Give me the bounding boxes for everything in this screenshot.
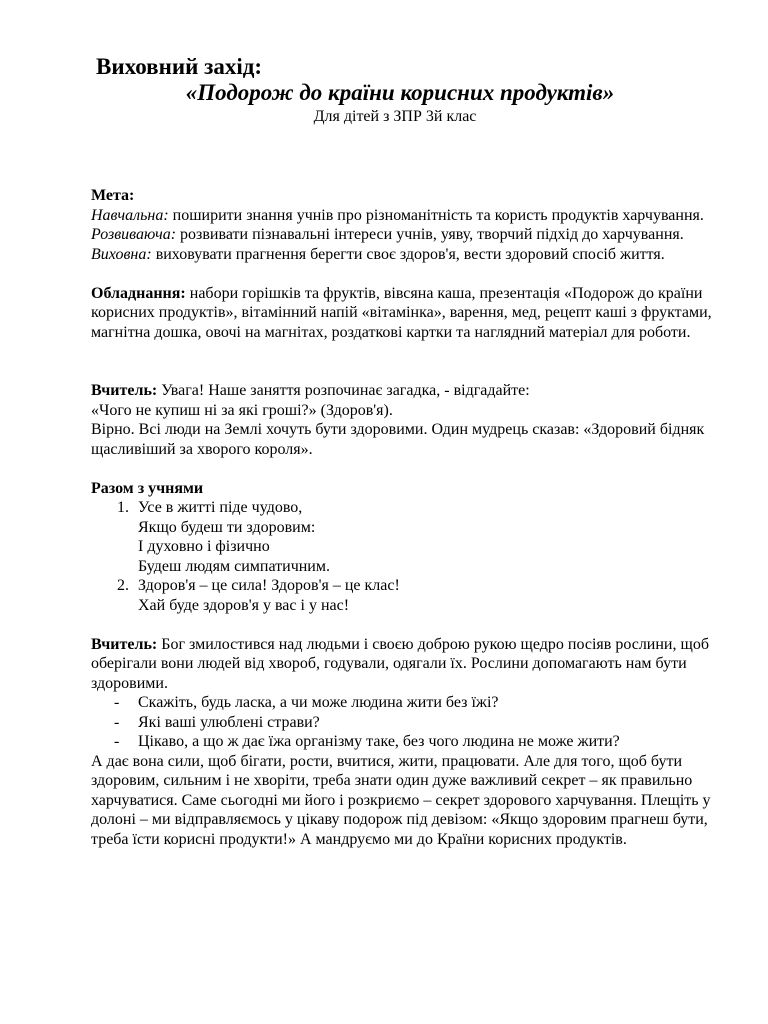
question-item: [91, 732, 721, 752]
question-text: Цікаво, а що ж дає їжа організму таке, без чого людина не може жити?: [138, 733, 620, 750]
question-text: Скажіть, будь ласка, а чи може людина жити без їжі?: [138, 694, 499, 711]
event-subtitle: Для дітей з ЗПР 3й клас: [313, 108, 477, 125]
goal-educational: [91, 206, 721, 226]
question-text: Які ваші улюблені страви?: [138, 713, 320, 731]
poem-item-number: 2.: [117, 577, 129, 594]
equipment-paragraph: [91, 284, 721, 343]
document-body: [91, 186, 721, 849]
poem-line: І духовно і фізично: [138, 538, 270, 555]
goal-upbringing-label: Виховна:: [91, 245, 152, 263]
poem-item-number: 1.: [117, 499, 129, 516]
poem-line: Будеш людям симпатичним.: [138, 557, 330, 575]
teacher-intro-text: Увага! Наше заняття розпочинає загадка, - відгадайте:: [157, 382, 530, 399]
goal-upbringing-text: виховувати прагнення берегти своє здоров'я, вести здоровий спосіб життя.: [151, 245, 665, 263]
dash-bullet: -: [114, 713, 120, 731]
dash-bullet: -: [114, 733, 120, 750]
goal-developmental: [91, 225, 721, 245]
equipment-label: Обладнання:: [91, 284, 186, 302]
poem-item-2: [91, 576, 721, 615]
poem-line: Якщо будеш ти здоровим:: [138, 518, 316, 536]
teacher-intro-line: [91, 381, 721, 401]
poem-line: Усе в житті піде чудово,: [138, 499, 303, 516]
goal-educational-label: Навчальна:: [91, 206, 169, 224]
teacher-label: Вчитель:: [91, 635, 158, 653]
together-heading: Разом з учнями: [91, 479, 204, 497]
question-item: [91, 693, 721, 713]
goal-developmental-label: Розвиваюча:: [91, 226, 177, 243]
goal-upbringing: [91, 245, 721, 265]
equipment-text: набори горішків та фруктів, вівсяна каша, презентація «Подорож до країни корисних продуктів», вітамінний напій «вітамінка», варення, мед, рецепт каші з фруктами, магнітна дошка, овочі на магнітах, роздаткові картки та наглядний матеріал для роботи.: [91, 284, 712, 341]
goals-heading: Мета:: [91, 187, 135, 204]
poem-line: Хай буде здоров'я у вас і у нас!: [138, 596, 350, 614]
teacher-plants-paragraph: [91, 635, 721, 694]
question-item: [91, 713, 721, 733]
poem-line: Здоров'я – це сила! Здоров'я – це клас!: [138, 577, 400, 594]
closing-paragraph: А дає вона сили, щоб бігати, рости, вчитися, жити, працювати. Але для того, щоб бути здоровим, сильним і не хворіти, треба знати один дуже важливий секрет – як правильно харчуватися. Саме сьогодні ми його і розкриємо – секрет здорового харчування. Плещіть у долоні – ми відправляємось у цікаву подорож під девізом: «Якщо здоровим прагнеш бути, треба їсти корисні продукти!» А мандруємо ми до Країни корисних продуктів.: [91, 752, 711, 848]
poem-item-1: [91, 498, 721, 576]
goal-educational-text: поширити знання учнів про різноманітність та користь продуктів харчування.: [168, 206, 704, 224]
goal-developmental-text: розвивати пізнавальні інтереси учнів, уяву, творчий підхід до харчування.: [176, 226, 684, 243]
event-title: «Подорож до країни корисних продуктів»: [185, 80, 615, 105]
document-title: Виховний захід:: [96, 54, 262, 79]
dash-bullet: -: [114, 694, 120, 711]
teacher-plants-text: Бог змилостився над людьми і своєю доброю рукою щедро посіяв рослини, щоб оберігали вони людей від хвороб, годували, одягали їх. Рослини допомагають нам бути здоровими.: [91, 635, 709, 692]
riddle-line: «Чого не купиш ні за які гроші?» (Здоров'я).: [91, 401, 393, 419]
wise-saying: Вірно. Всі люди на Землі хочуть бути здоровими. Один мудрець сказав: «Здоровий бідняк щасливіший за хворого короля».: [91, 421, 705, 458]
teacher-label: Вчитель:: [91, 382, 158, 399]
